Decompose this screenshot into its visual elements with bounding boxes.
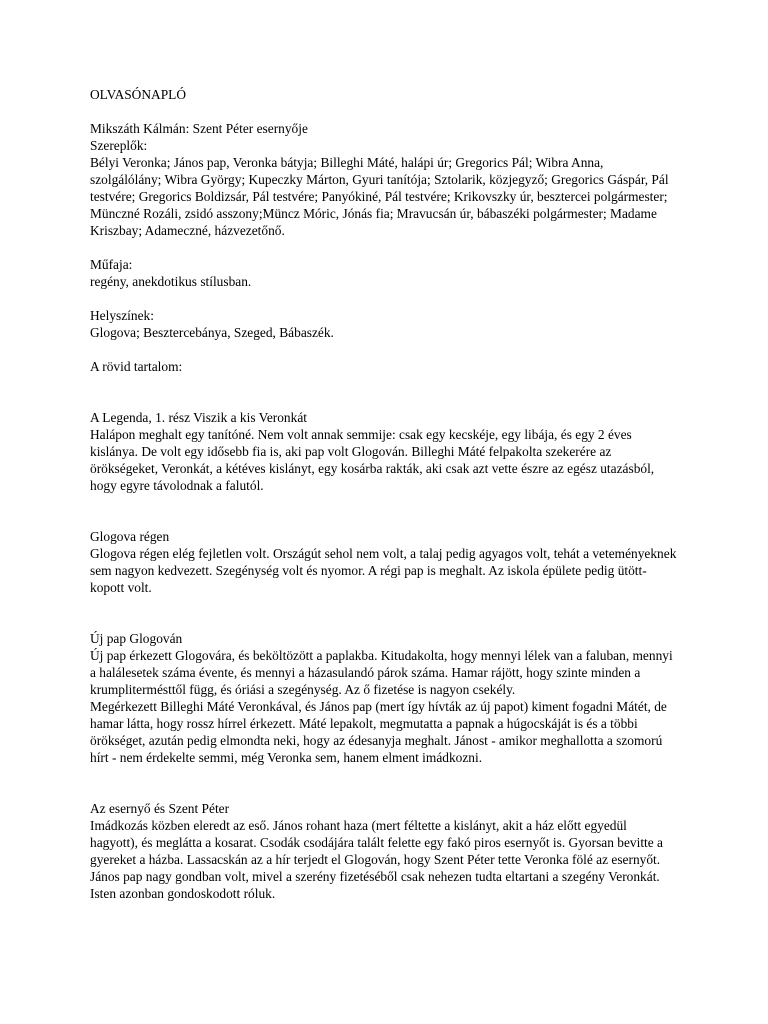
locations-label: Helyszínek: xyxy=(90,308,154,323)
section-paragraph: Halápon meghalt egy tanítóné. Nem volt annak semmije: csak egy kecskéje, egy libája, és egy 2 éves kislánya. De volt egy idősebb fia is, aki pap volt Glogován. Billeghi Máté felpakolta szekerére az örökségeket, Veronkát, a kétéves kislányt, egy kosárba rakták, aki csak azt vette észre az egész utazásból, hogy egyre távolodnak a falutól. xyxy=(90,427,655,493)
locations-block xyxy=(90,307,678,341)
locations-text: Glogova; Besztercebánya, Szeged, Bábaszék. xyxy=(90,325,334,340)
section-paragraph: Imádkozás közben eleredt az eső. János rohant haza (mert féltette a kislányt, akit a ház előtt egyedül hagyott), és meglátta a kosarat. Csodák csodájára talált felette egy fakó piros esernyőt is. Gyorsan bevitte a gyereket a házba. Lassacskán az a hír terjedt el Glogován, hogy Szent Péter tette Veronka fölé az esernyőt. János pap nagy gondban volt, mivel a szerény fizetéséből csak nehezen tudta eltartani a szegény Veronkát. Isten azonban gondoskodott róluk. xyxy=(90,818,663,901)
section-paragraph: Megérkezett Billeghi Máté Veronkával, és János pap (mert így hívták az új papot) kiment fogadni Mátét, de hamar látta, hogy rossz hírrel érkezett. Máté lepakolt, megmutatta a papnak a húgocskáját is és a többi örökséget, azután pedig elmondta neki, hogy az édesanyja meghalt. Jánost - amikor meghallotta a szomorú hírt - nem érdekelte semmi, még Veronka sem, hanem elment imádkozni. xyxy=(90,699,667,765)
section-title: Az esernyő és Szent Péter xyxy=(90,801,230,816)
section-paragraph: Új pap érkezett Glogovára, és beköltözött a paplakba. Kitudakolta, hogy mennyi lélek van a faluban, mennyi a halálesetek száma évente, és mennyi a házasulandó párok száma. Hamar rájött, hogy szinte minden a krumplitermésttől függ, és óriási a szegénység. Az ő fizetése is nagyon csekély. xyxy=(90,648,673,697)
characters-text: Bélyi Veronka; János pap, Veronka bátyja; Billeghi Máté, halápi úr; Gregorics Pál; Wibra Anna, szolgálólány; Wibra György; Kupeczky Márton, Gyuri tanítója; Sztolarik, közjegyző; Gregorics Gáspár, Pál testvére; Gregorics Boldizsár, Pál testvére; Panyókiné, Pál testvére; Krikovszky úr, besztercei polgármester; Münczné Rozáli, zsidó asszony;Müncz Móric, Jónás fia; Mravucsán úr, bábaszéki polgármester; Madame Kriszbay; Adameczné, házvezetőnő. xyxy=(90,155,669,238)
document-title: OLVASÓNAPLÓ xyxy=(90,87,186,102)
section-esernyo xyxy=(90,800,678,902)
section-title: A Legenda, 1. rész Viszik a kis Veronkát xyxy=(90,410,307,425)
header-block xyxy=(90,120,678,239)
summary-label: A rövid tartalom: xyxy=(90,359,183,374)
section-paragraph: Glogova régen elég fejletlen volt. Országút sehol nem volt, a talaj pedig agyagos volt, tehát a veteményeknek sem nagyon kedvezett. Szegénység volt és nyomor. A régi pap is meghalt. Az iskola épülete pedig ütött-kopott volt. xyxy=(90,546,677,595)
section-legenda xyxy=(90,409,678,494)
genre-block xyxy=(90,256,678,290)
section-title: Új pap Glogován xyxy=(90,631,183,646)
characters-label: Szereplők: xyxy=(90,138,148,153)
genre-text: regény, anekdotikus stílusban. xyxy=(90,274,252,289)
section-glogova-regen xyxy=(90,528,678,596)
section-uj-pap xyxy=(90,630,678,766)
author-work-line: Mikszáth Kálmán: Szent Péter esernyője xyxy=(90,121,308,136)
section-title: Glogova régen xyxy=(90,529,170,544)
genre-label: Műfaja: xyxy=(90,257,133,272)
